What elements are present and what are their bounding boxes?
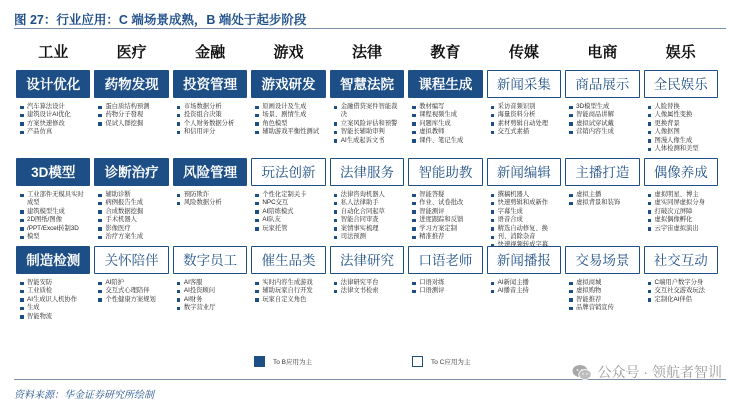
application-item: 作业、试卷批改 — [412, 199, 480, 207]
wechat-icon — [572, 364, 592, 381]
application-item: 玩家托管 — [255, 225, 323, 233]
application-item: 案情事实梳理 — [334, 225, 402, 233]
application-cell — [487, 158, 561, 249]
application-item: AI财务 — [177, 296, 245, 304]
application-items — [173, 186, 247, 246]
application-tag: 药物发现 — [94, 70, 168, 98]
application-cell — [408, 246, 482, 334]
application-items — [330, 186, 404, 246]
application-tag: 偶像养成 — [644, 158, 718, 186]
application-items — [16, 98, 90, 158]
industry-header: 工业 — [38, 44, 69, 61]
application-item: 刊、消除杂音 — [491, 233, 559, 241]
application-item: 原画设计及生成 — [255, 103, 323, 111]
application-item: 语音合成 — [491, 216, 559, 224]
application-item: 法律文书检索 — [334, 287, 402, 295]
application-cell — [330, 246, 404, 334]
application-item: 素材剪辑自动处理 — [491, 120, 559, 128]
application-cell — [251, 158, 325, 246]
application-item: 病例报告生成 — [98, 199, 166, 207]
application-item: 2D图纸/图像 — [20, 216, 88, 224]
industry-header: 医疗 — [116, 44, 147, 61]
application-item: 智能合同审查 — [334, 216, 402, 224]
application-item: 图漫人像生成 — [648, 137, 716, 145]
application-item: 个性化定制关卡 — [255, 191, 323, 199]
application-item: 学习方案定制 — [412, 225, 480, 233]
application-tag: 制造检测 — [16, 246, 90, 274]
application-cell — [16, 70, 90, 158]
application-tag: 社交互动 — [644, 246, 718, 274]
application-tag: 投资管理 — [173, 70, 247, 98]
application-cell — [330, 70, 404, 158]
application-tag: 交易场景 — [565, 246, 639, 274]
application-item: 金融借贷案件智能裁决 — [334, 103, 402, 120]
application-tag: 风险管理 — [173, 158, 247, 186]
application-cell — [565, 246, 639, 334]
watermark-text: 公众号 · 领航者智训 — [597, 364, 722, 380]
application-item: 定制化AI伴侣 — [648, 296, 716, 304]
application-item: 精选自动修复、换 — [491, 225, 559, 233]
application-items — [251, 186, 325, 246]
application-cell — [173, 158, 247, 246]
application-item: 促试人群挖掘 — [98, 120, 166, 128]
application-tag: 游戏研发 — [251, 70, 325, 98]
application-item: 辅助诊断 — [98, 191, 166, 199]
application-item: 角色模型 — [255, 120, 323, 128]
application-cell — [16, 158, 90, 246]
application-tag: 智能助教 — [408, 158, 482, 186]
application-item: NPC交互 — [255, 199, 323, 207]
industry-header: 游戏 — [273, 44, 304, 61]
application-item: 海量资料分析 — [491, 111, 559, 119]
application-item: AI客服 — [177, 279, 245, 287]
application-cell — [251, 246, 325, 334]
application-item: AI陪练模式 — [255, 208, 323, 216]
application-cell — [94, 246, 168, 334]
application-item: 虚拟偶像孵化 — [648, 216, 716, 224]
application-item: 更换背景 — [648, 120, 716, 128]
application-items — [16, 274, 90, 334]
application-item: 教材编写 — [412, 103, 480, 111]
application-item: AI陪护 — [98, 279, 166, 287]
industry-header-row — [16, 40, 718, 66]
industry-header: 娱乐 — [665, 44, 696, 61]
application-item: 智能商品讲解 — [569, 111, 637, 119]
application-item: 汽车算法设计 — [20, 103, 88, 111]
application-item: 虚拟商城 — [569, 279, 637, 287]
application-cell — [408, 70, 482, 158]
application-grid — [16, 70, 718, 334]
application-item: 蛋白质结构预测 — [98, 103, 166, 111]
application-item: 个性健康方案规划 — [98, 296, 166, 304]
application-item: 口语对练 — [412, 279, 480, 287]
application-item: 工业部件无模具实时成型 — [20, 191, 88, 208]
application-tag: 数字员工 — [173, 246, 247, 274]
application-item: 口语测评 — [412, 287, 480, 295]
application-item: 快速剪辑和成新作 — [491, 199, 559, 207]
application-items — [565, 186, 639, 246]
application-item: 法律咨询机器人 — [334, 191, 402, 199]
application-item: AI播音主持 — [491, 287, 559, 295]
application-item: 工业质检 — [20, 287, 88, 295]
application-item: 3D模型生成 — [569, 103, 637, 111]
application-item: 课程视频生成 — [412, 111, 480, 119]
application-item: 药物分子發現 — [98, 111, 166, 119]
application-item: 数字营业厅 — [177, 304, 245, 312]
watermark — [572, 362, 722, 382]
industry-header: 传媒 — [508, 44, 539, 61]
application-item: 交互社交游戏玩法 — [648, 287, 716, 295]
application-item: 快速视频转成字幕 — [491, 241, 559, 249]
application-item: 建筑设计AI优化 — [20, 111, 88, 119]
application-cell — [644, 158, 718, 246]
legend-b — [254, 356, 312, 367]
industry-header: 电商 — [587, 44, 618, 61]
application-item: AI投资顾问 — [177, 287, 245, 295]
application-items — [94, 98, 168, 158]
application-item: 生成 — [20, 304, 88, 312]
application-tag: 法律服务 — [330, 158, 404, 186]
application-item: /PPT/Excel转制3D — [20, 225, 88, 233]
application-items — [565, 274, 639, 334]
application-cell — [173, 70, 247, 158]
legend-b-label: To B应用为主 — [273, 359, 313, 366]
application-cell — [94, 158, 168, 246]
application-item: 营销内容生成 — [569, 128, 637, 136]
application-items — [408, 186, 482, 246]
application-item: 智能安防 — [20, 279, 88, 287]
application-item: 产品仿真 — [20, 128, 88, 136]
application-items — [487, 186, 561, 249]
application-tag: 诊断治疗 — [94, 158, 168, 186]
application-tag: 课程生成 — [408, 70, 482, 98]
application-item: 交互式心理陪伴 — [98, 287, 166, 295]
application-items — [16, 186, 90, 246]
application-cell — [565, 70, 639, 158]
application-item: 智能推荐 — [569, 296, 637, 304]
application-cell — [330, 158, 404, 246]
legend — [254, 356, 574, 370]
application-item: AI生成起诉文书 — [334, 137, 402, 145]
application-tag: 商品展示 — [565, 70, 639, 98]
application-tag: 智慧法院 — [330, 70, 404, 98]
application-cell — [251, 70, 325, 158]
application-item: 私人法律助手 — [334, 199, 402, 207]
application-items — [173, 98, 247, 158]
application-tag: 主播打造 — [565, 158, 639, 186]
application-item: 影像医疗 — [98, 225, 166, 233]
application-item: 实时内容生成游戏 — [255, 279, 323, 287]
application-items — [487, 274, 561, 334]
application-cell — [16, 246, 90, 334]
application-item: 模型 — [20, 233, 88, 241]
application-item: 手术机器人 — [98, 216, 166, 224]
application-item: 建筑模型生成 — [20, 208, 88, 216]
application-item: 交互式素描 — [491, 128, 559, 136]
application-cell — [644, 70, 718, 158]
application-item: 风险数据分析 — [177, 199, 245, 207]
application-tag: 新闻采集 — [487, 70, 561, 98]
application-item: 虚拟试穿试戴 — [569, 120, 637, 128]
application-item: AI新闻主播 — [491, 279, 559, 287]
application-item: 课件、笔记生成 — [412, 137, 480, 145]
application-item: 和信用评分 — [177, 128, 245, 136]
application-items — [644, 186, 718, 246]
industry-header: 法律 — [351, 44, 382, 61]
title-divider — [14, 28, 726, 29]
application-item: C端用户数字分身 — [648, 279, 716, 287]
application-item: 司法预测 — [334, 233, 402, 241]
application-item: 智能物流 — [20, 313, 88, 321]
application-tag: 3D模型 — [16, 158, 90, 186]
application-item: 虚拟购物 — [569, 287, 637, 295]
application-cell — [644, 246, 718, 334]
application-item: 云宇宙虚拟演出 — [648, 225, 716, 233]
legend-c-swatch — [412, 356, 423, 367]
application-item: 人体检测和美型 — [648, 145, 716, 153]
application-cell — [173, 246, 247, 334]
application-tag: 新闻编辑 — [487, 158, 561, 186]
application-item: 打破次元屏障 — [648, 208, 716, 216]
figure-title: 图 27：行业应用：C 端场景成熟，B 端处于起步阶段 — [14, 13, 307, 27]
application-item: 预防欺诈 — [177, 191, 245, 199]
application-tag: 关怀陪伴 — [94, 246, 168, 274]
application-cell — [487, 246, 561, 334]
application-item: 合成数据挖掘 — [98, 208, 166, 216]
application-item: AI生成识人机协作 — [20, 296, 88, 304]
application-items — [251, 274, 325, 334]
application-tag: 全民娱乐 — [644, 70, 718, 98]
application-item: 问题库生成 — [412, 120, 480, 128]
application-item: 个人财务数据分析 — [177, 120, 245, 128]
legend-c — [412, 356, 470, 367]
application-tag: 新闻播报 — [487, 246, 561, 274]
application-item: 字幕生成 — [491, 208, 559, 216]
application-tag: 催生品类 — [251, 246, 325, 274]
application-items — [330, 98, 404, 158]
application-items — [94, 186, 168, 246]
legend-c-label: To C应用为主 — [431, 359, 471, 366]
application-item: 辅助游戏平衡性测试 — [255, 128, 323, 136]
application-items — [565, 98, 639, 158]
application-item: 智能长辅助审判 — [334, 128, 402, 136]
application-cell — [94, 70, 168, 158]
application-item: 虚实同屏虚拟分身 — [648, 199, 716, 207]
application-tag: 口语老师 — [408, 246, 482, 274]
application-item: 方案快速修改 — [20, 120, 88, 128]
application-item: 辅助玩家自行开发 — [255, 287, 323, 295]
application-tag: 设计优化 — [16, 70, 90, 98]
industry-header: 金融 — [195, 44, 226, 61]
application-item: 人像抠图 — [648, 128, 716, 136]
application-item: 虚拟教师 — [412, 128, 480, 136]
application-item: 玩家自定义角色 — [255, 296, 323, 304]
source-note: 资料来源：华金证券研究所绘制 — [14, 390, 154, 401]
application-items — [644, 98, 718, 158]
application-cell — [565, 158, 639, 246]
application-cell — [487, 70, 561, 158]
application-item: 采访音频识别 — [491, 103, 559, 111]
application-item: 投资组合决策 — [177, 111, 245, 119]
application-items — [94, 274, 168, 334]
application-item: 场景、剧情生成 — [255, 111, 323, 119]
application-items — [173, 274, 247, 334]
application-items — [408, 98, 482, 158]
application-item: 精准推荐 — [412, 233, 480, 241]
application-item: 虚拟主播 — [569, 191, 637, 199]
application-item: 品牌营销宣传 — [569, 304, 637, 312]
application-items — [330, 274, 404, 334]
application-cell — [408, 158, 482, 246]
application-item: 撰稿机器人 — [491, 191, 559, 199]
legend-b-swatch — [254, 356, 265, 367]
application-items — [644, 274, 718, 334]
application-item: 市场数据分析 — [177, 103, 245, 111]
application-item: 人脸替换 — [648, 103, 716, 111]
application-tag: 玩法创新 — [251, 158, 325, 186]
application-item: 立案风险评估和预警 — [334, 120, 402, 128]
application-item: 自动化合同起草 — [334, 208, 402, 216]
industry-header: 教育 — [430, 44, 461, 61]
application-item: 进度跟踪和反馈 — [412, 216, 480, 224]
application-tag: 法律研究 — [330, 246, 404, 274]
application-item: AI队友 — [255, 216, 323, 224]
application-item: 法律研究平台 — [334, 279, 402, 287]
application-items — [487, 98, 561, 158]
application-item: 虚拟背景和装饰 — [569, 199, 637, 207]
application-items — [408, 274, 482, 334]
application-item: 人像属性变换 — [648, 111, 716, 119]
application-items — [251, 98, 325, 158]
application-item: 治疗方案生成 — [98, 233, 166, 241]
application-item: 虚拟明星、博主 — [648, 191, 716, 199]
application-item: 智能答疑 — [412, 191, 480, 199]
application-item: 智能测评 — [412, 208, 480, 216]
